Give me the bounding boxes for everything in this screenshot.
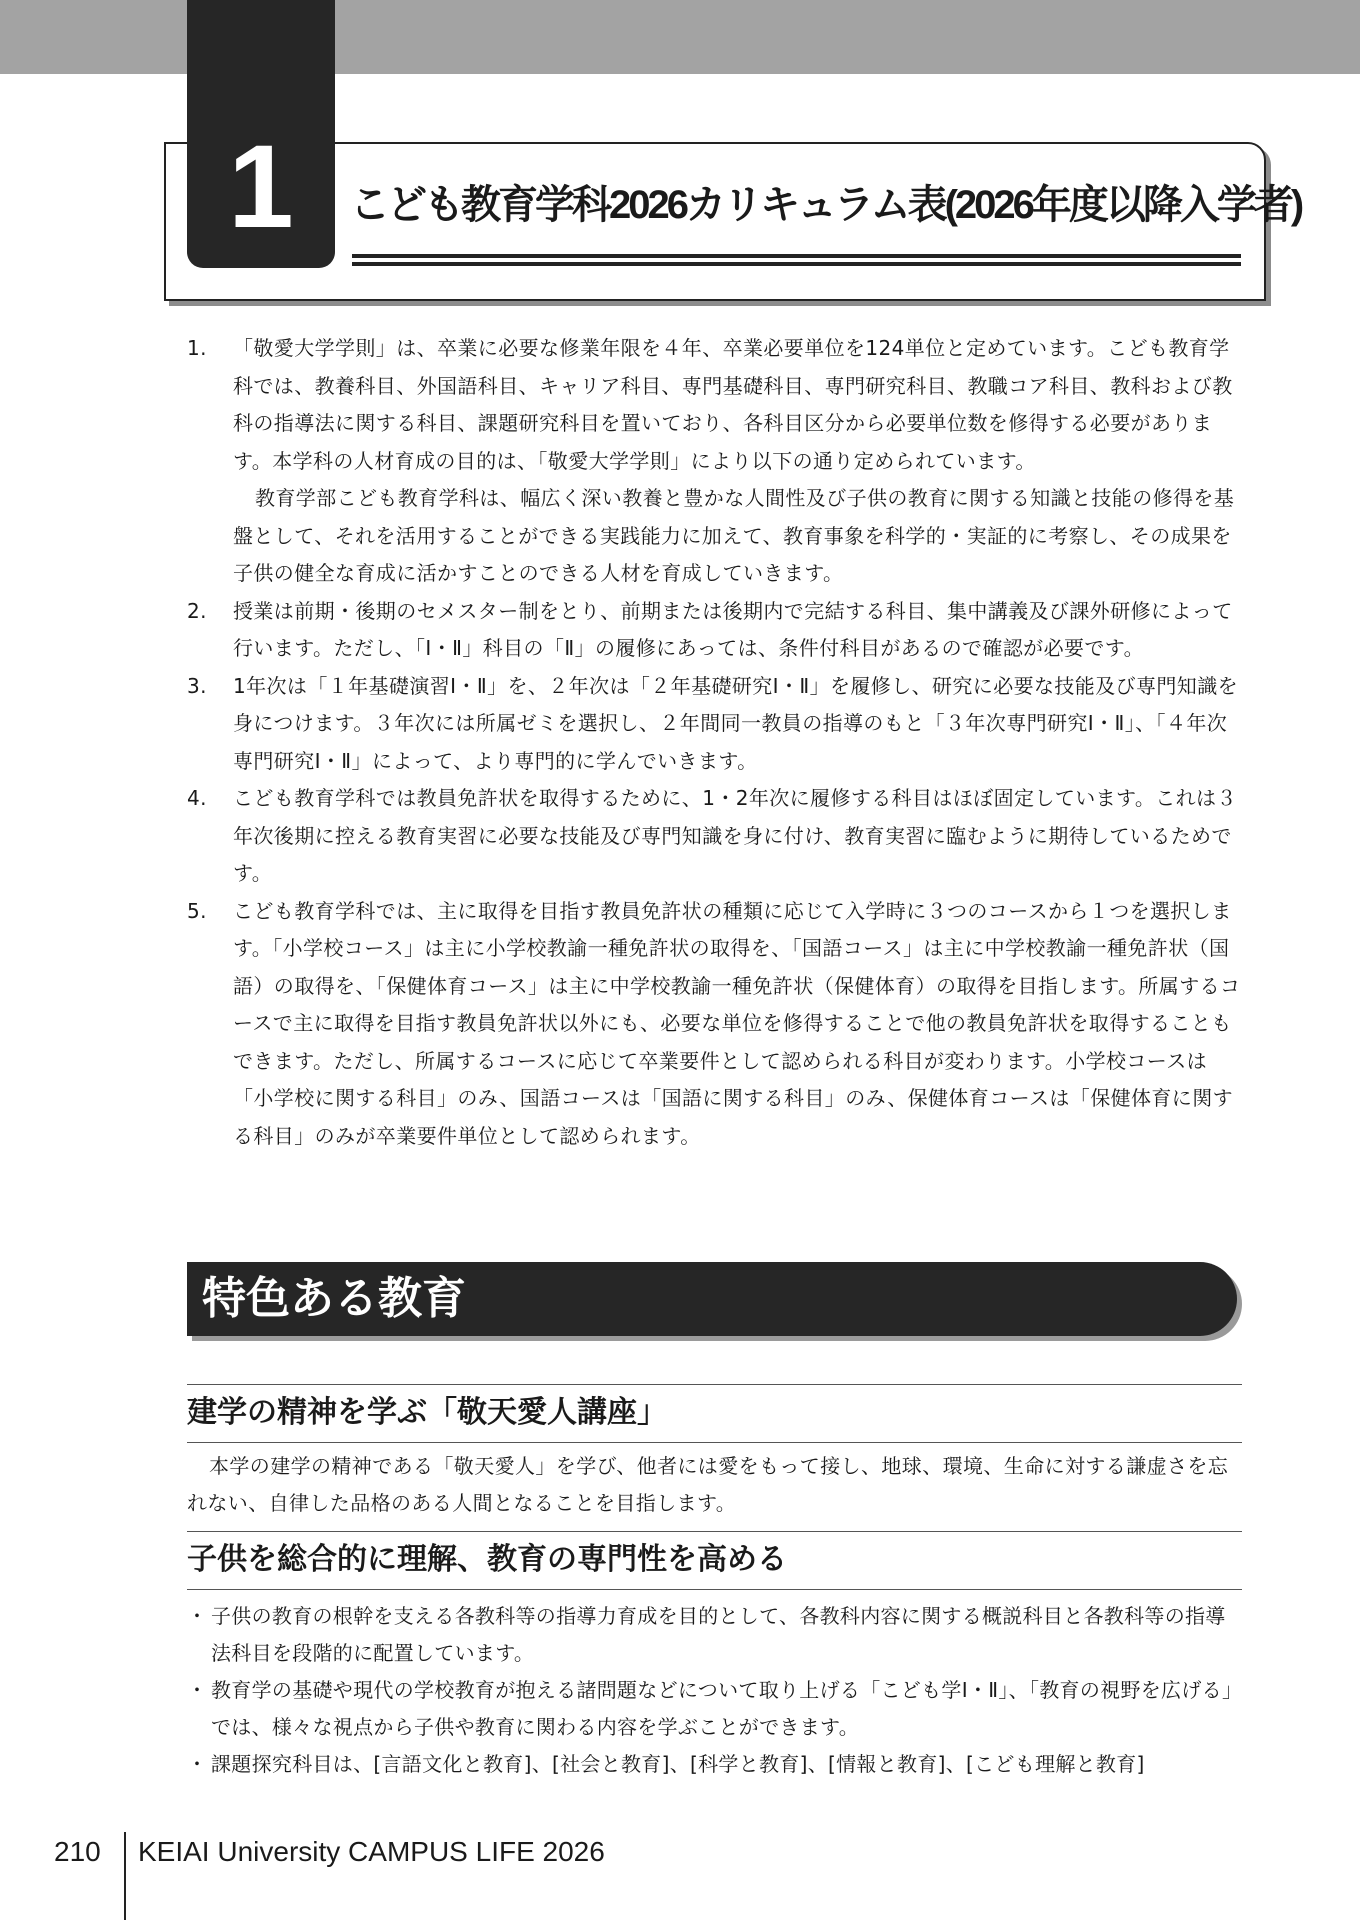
bullet-text: 子供の教育の根幹を支える各教科等の指導力育成を目的として、各教科内容に関する概説科目と各教科等の指導法科目を段階的に配置しています。 — [211, 1604, 1226, 1665]
bullet-text: 課題探究科目は、[言語文化と教育]、[社会と教育]、[科学と教育]、[情報と教育]、[こども理解と教育] — [211, 1752, 1145, 1776]
subsection-heading: 子供を総合的に理解、教育の専門性を高める — [187, 1543, 787, 1576]
intro-item — [187, 593, 1242, 668]
bullet-item — [187, 1598, 1242, 1672]
intro-item — [187, 893, 1242, 1156]
chapter-title: こども教育学科2026カリキュラム表(2026年度以降入学者) — [350, 183, 1302, 227]
intro-item — [187, 780, 1242, 893]
item-text: こども教育学科では、主に取得を目指す教員免許状の種類に応じて入学時に３つのコースから１つを選択します。「小学校コース」は主に小学校教諭一種免許状の取得を、「国語コース」は主に中学校教諭一種免許状（国語）の取得を、「保健体育コース」は主に中学校教諭一種免許状（保健体育）の取得を目指します。所属するコースで主に取得を目指す教員免許状以外にも、必要な単位を修得することで他の教員免許状を取得することもできます。ただし、所属するコースに応じて卒業要件として認められる科目が変わります。小学校コースは「小学校に関する科目」のみ、国語コースは「国語に関する科目」のみ、保健体育コースは「保健体育に関する科目」のみが卒業要件単位として認められます。 — [233, 898, 1241, 1148]
item-text: 1年次は「１年基礎演習Ⅰ・Ⅱ」を、２年次は「２年基礎研究Ⅰ・Ⅱ」を履修し、研究に必要な技能及び専門知識を身につけます。３年次には所属ゼミを選択し、２年間同一教員の指導のもと「３年次専門研究Ⅰ・Ⅱ」、「４年次専門研究Ⅰ・Ⅱ」によって、より専門的に学んでいきます。 — [233, 673, 1239, 773]
title-rule — [352, 254, 1241, 258]
chapter-number: 1 — [228, 121, 294, 253]
bullet-text: 教育学の基礎や現代の学校教育が抱える諸問題などについて取り上げる「こども学Ⅰ・Ⅱ」、「教育の視野を広げる」では、様々な視点から子供や教育に関わる内容を学ぶことができます。 — [211, 1678, 1233, 1739]
publication-title: KEIAI University CAMPUS LIFE 2026 — [138, 1836, 605, 1867]
bullet-item — [187, 1672, 1242, 1746]
item-number: 3. — [187, 673, 207, 698]
bullet-dot: ・ — [187, 1752, 208, 1776]
bullet-dot: ・ — [187, 1604, 208, 1628]
item-number: 5. — [187, 898, 207, 923]
subsection-rule — [187, 1384, 1242, 1385]
item-text: こども教育学科では教員免許状を取得するために、1・2年次に履修する科目はほぼ固定しています。これは３年次後期に控える教育実習に必要な技能及び専門知識を身に付け、教育実習に臨むように期待しているためです。 — [233, 786, 1237, 885]
bullet-item — [187, 1746, 1242, 1783]
body-text: 本学の建学の精神である「敬天愛人」を学び、他者には愛をもって接し、地球、環境、生命に対する謙虚さを忘れない、自律した品格のある人間となることを目指します。 — [187, 1454, 1229, 1515]
item-text: 授業は前期・後期のセメスター制をとり、前期または後期内で完結する科目、集中講義及び課外研修によって行います。ただし、「Ⅰ・Ⅱ」科目の「Ⅱ」の履修にあっては、条件付科目があるので確認が必要です。 — [233, 598, 1233, 660]
item-number: 1. — [187, 336, 207, 360]
item-number: 4. — [187, 786, 207, 810]
page-number: 210 — [54, 1836, 101, 1867]
intro-list — [187, 330, 1242, 1155]
item-text: 教育学部こども教育学科は、幅広く深い教養と豊かな人間性及び子供の教育に関する知識と技能の修得を基盤として、それを活用することができる実践能力に加えて、教育事象を科学的・実証的に考察し、その成果を子供の健全な育成に活かすことのできる人材を育成していきます。 — [233, 486, 1235, 585]
title-rule — [352, 262, 1241, 266]
intro-item — [187, 330, 1242, 593]
subsection-rule — [187, 1589, 1242, 1590]
subsection-body — [187, 1448, 1242, 1522]
item-text: 「敬愛大学学則」は、卒業に必要な修業年限を４年、卒業必要単位を124単位と定めています。こども教育学科では、教養科目、外国語科目、キャリア科目、専門基礎科目、専門研究科目、教職コア科目、教科および教科の指導法に関する科目、課題研究科目を置いており、各科目区分から必要単位数を修得する必要があります。本学科の人材育成の目的は、「敬愛大学学則」により以下の通り定められています。 — [233, 336, 1233, 473]
subsection-heading: 建学の精神を学ぶ「敬天愛人講座」 — [187, 1396, 667, 1429]
item-number: 2. — [187, 598, 207, 623]
bullet-list — [187, 1598, 1242, 1783]
section-title: 特色ある教育 — [202, 1274, 466, 1323]
intro-item — [187, 668, 1242, 781]
subsection-rule — [187, 1531, 1242, 1532]
bullet-dot: ・ — [187, 1678, 208, 1702]
footer-divider — [124, 1832, 126, 1920]
subsection-rule — [187, 1442, 1242, 1443]
